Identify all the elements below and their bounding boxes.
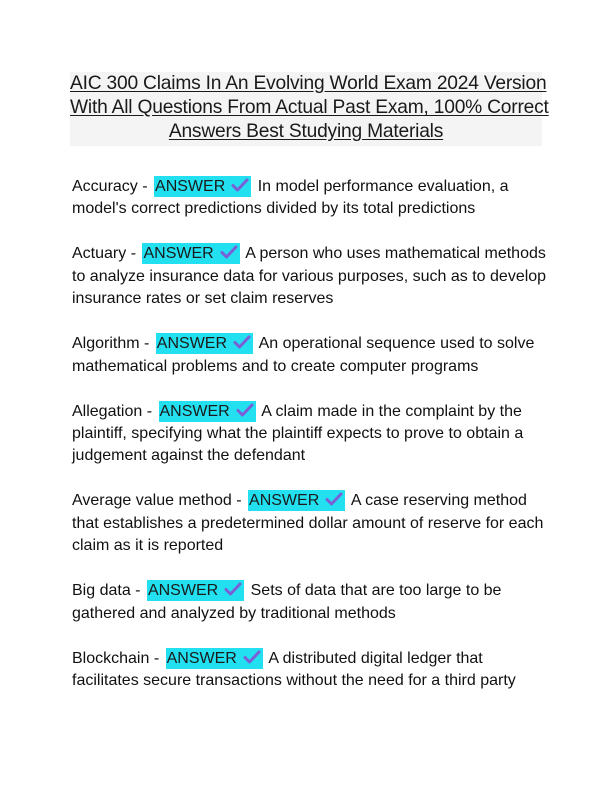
entry-definition: A claim made in the complaint by the plaintiff, specifying what the plaintiff expects to prove to obtain a judgement against the defendant bbox=[72, 402, 524, 465]
entry-separator: - bbox=[139, 335, 154, 353]
check-icon bbox=[325, 492, 343, 506]
title-line-2: With All Questions From Actual Past Exam, 100% Correct bbox=[70, 97, 549, 118]
answer-label: ANSWER bbox=[159, 402, 230, 420]
entry-separator: - bbox=[130, 582, 145, 600]
answer-label: ANSWER bbox=[156, 335, 228, 353]
glossary-entry bbox=[72, 243, 548, 310]
entry-definition: Sets of data that are too large to be gathered and analyzed by traditional methods bbox=[72, 582, 502, 622]
glossary-entry bbox=[72, 176, 548, 221]
entry-definition: A case reserving method that establishes a predetermined dollar amount of reserve for each claim as it is reported bbox=[72, 492, 544, 555]
entry-term: Accuracy bbox=[72, 178, 138, 195]
glossary-list bbox=[72, 176, 548, 715]
check-icon bbox=[231, 178, 249, 192]
entry-separator: - bbox=[231, 492, 247, 510]
entry-term: Big data bbox=[72, 582, 131, 600]
entry-separator: - bbox=[149, 649, 164, 667]
title-line-1: AIC 300 Claims In An Evolving World Exam 2024 Version bbox=[70, 73, 547, 94]
answer-label: ANSWER bbox=[249, 492, 320, 510]
answer-highlight bbox=[154, 176, 251, 197]
check-icon bbox=[233, 335, 251, 349]
glossary-entry bbox=[72, 401, 548, 468]
entry-term: Algorithm bbox=[72, 335, 140, 353]
answer-label: ANSWER bbox=[155, 178, 226, 195]
entry-definition: A person who uses mathematical methods to analyze insurance data for various purposes, such as to develop insurance rates or set claim reserves bbox=[72, 245, 547, 308]
answer-highlight bbox=[248, 490, 345, 511]
entry-term: Average value method bbox=[72, 492, 232, 510]
answer-label: ANSWER bbox=[143, 245, 214, 263]
glossary-entry bbox=[72, 648, 548, 693]
answer-highlight bbox=[166, 648, 263, 669]
answer-label: ANSWER bbox=[147, 582, 219, 600]
answer-highlight bbox=[159, 401, 256, 422]
entry-definition: In model performance evaluation, a model's correct predictions divided by its total predictions bbox=[72, 178, 509, 218]
entry-separator: - bbox=[137, 178, 153, 195]
entry-term: Actuary bbox=[72, 245, 127, 263]
entry-term: Allegation bbox=[72, 402, 143, 420]
entry-definition: A distributed digital ledger that facilitates secure transactions without the need for a third party bbox=[72, 649, 516, 690]
answer-highlight bbox=[147, 580, 244, 601]
answer-highlight bbox=[142, 243, 239, 264]
entry-definition: An operational sequence used to solve mathematical problems and to create computer programs bbox=[72, 335, 535, 375]
entry-term: Blockchain bbox=[72, 649, 150, 667]
document-title bbox=[70, 72, 549, 146]
check-icon bbox=[243, 650, 261, 664]
entry-separator: - bbox=[126, 245, 141, 263]
glossary-entry bbox=[72, 580, 548, 625]
glossary-entry bbox=[72, 333, 548, 378]
check-icon bbox=[224, 582, 242, 596]
answer-highlight bbox=[156, 333, 253, 354]
check-icon bbox=[236, 403, 254, 417]
title-line-3: Answers Best Studying Materials bbox=[168, 121, 444, 142]
glossary-entry bbox=[72, 490, 548, 557]
answer-label: ANSWER bbox=[166, 649, 237, 667]
check-icon bbox=[220, 245, 238, 259]
entry-separator: - bbox=[142, 402, 157, 420]
